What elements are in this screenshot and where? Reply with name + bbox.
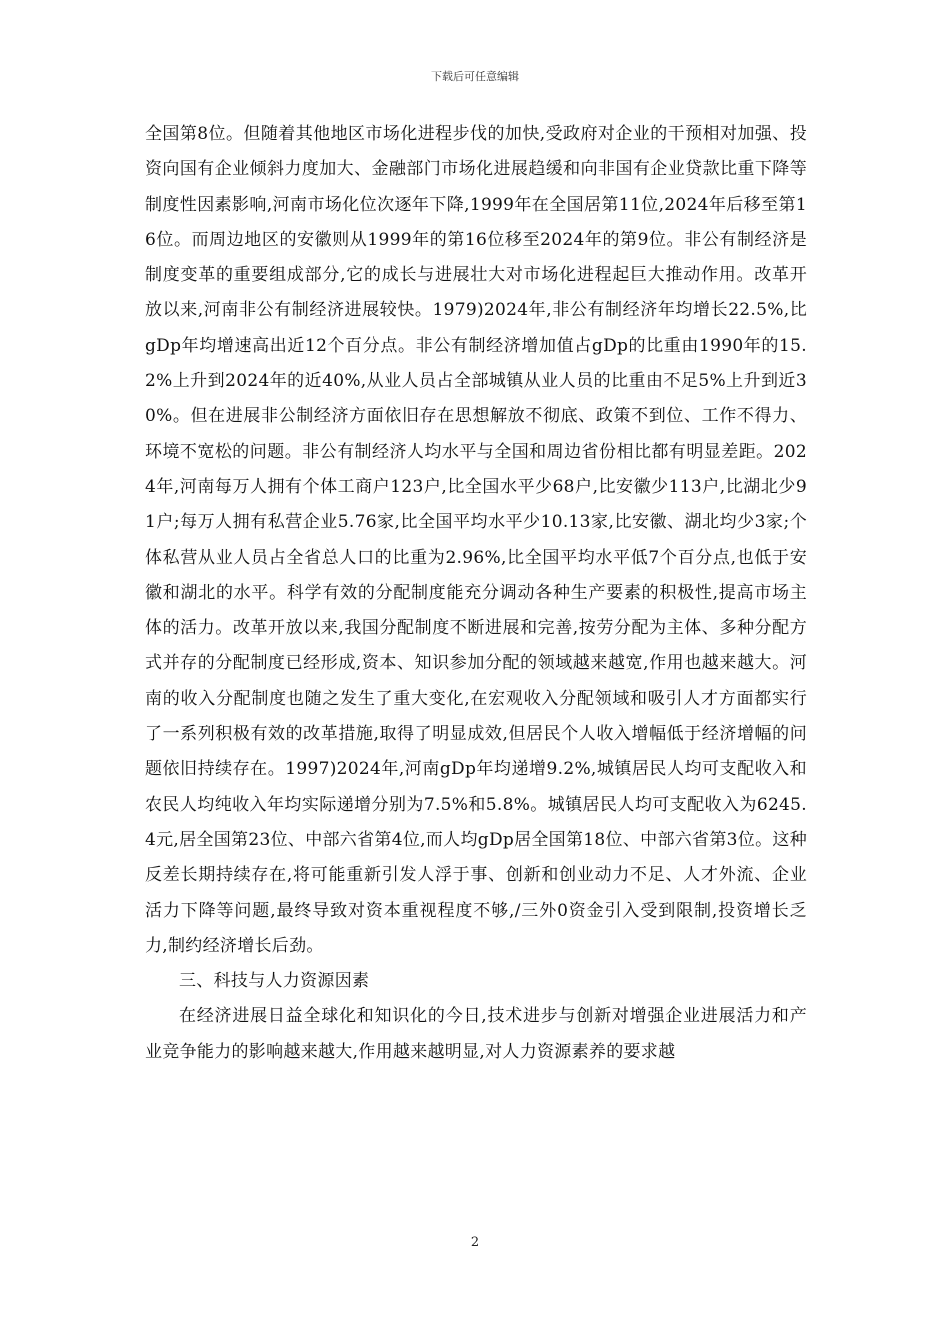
body-paragraph: 在经济进展日益全球化和知识化的今日,技术进步与创新对增强企业进展活力和产业竞争能力的影响越来越大,作用越来越明显,对人力资源素养的要求越 (145, 1006, 807, 1062)
body-paragraph: 全国第8位。但随着其他地区市场化进程步伐的加快,受政府对企业的干预相对加强、投资向国有企业倾斜力度加大、金融部门市场化进展趋缓和向非国有企业贷款比重下降等制度性因素影响,河南市场化位次逐年下降,1999年在全国居第11位,2024年后移至第16位。而周边地区的安徽则从1999年的第16位移至2024年的第9位。非公有制经济是制度变革的重要组成部分,它的成长与进展壮大对市场化进程起巨大推动作用。改革开放以来,河南非公有制经济进展较快。1979)2024年,非公有制经济年均增长22.5%,比gDp年均增速高出近12个百分点。非公有制经济增加值占gDp的比重由1990年的15.2%上升到2024年的近40%,从业人员占全部城镇从业人员的比重由不足5%上升到近30%。但在进展非公制经济方面依旧存在思想解放不彻底、政策不到位、工作不得力、环境不宽松的问题。非公有制经济人均水平与全国和周边省份相比都有明显差距。2024年,河南每万人拥有个体工商户123户,比全国水平少68户,比安徽少113户,比湖北少91户;每万人拥有私营企业5.76家,比全国平均水平少10.13家,比安徽、湖北均少3家;个体私营从业人员占全省总人口的比重为2.96%,比全国平均水平低7个百分点,也低于安徽和湖北的水平。科学有效的分配制度能充分调动各种生产要素的积极性,提高市场主体的活力。改革开放以来,我国分配制度不断进展和完善,按劳分配为主体、多种分配方式并存的分配制度已经形成,资本、知识参加分配的领域越来越宽,作用也越来越大。河南的收入分配制度也随之发生了重大变化,在宏观收入分配领域和吸引人才方面都实行了一系列积极有效的改革措施,取得了明显成效,但居民个人收入增幅低于经济增幅的问题依旧持续存在。1997)2024年,河南gDp年均递增9.2%,城镇居民人均可支配收入和农民人均纯收入年均实际递增分别为7.5%和5.8%。城镇居民人均可支配收入为6245.4元,居全国第23位、中部六省第4位,而人均gDp居全国第18位、中部六省第3位。这种反差长期持续存在,将可能重新引发人浮于事、创新和创业动力不足、人才外流、企业活力下降等问题,最终导致对资本重视程度不够,/三外0资金引入受到限制,投资增长乏力,制约经济增长后劲。 (145, 124, 807, 956)
page-header: 下载后可任意编辑 (431, 70, 519, 83)
section-heading: 三、科技与人力资源因素 (179, 971, 370, 992)
document-body (145, 117, 807, 1070)
page-number: 2 (470, 1235, 480, 1250)
